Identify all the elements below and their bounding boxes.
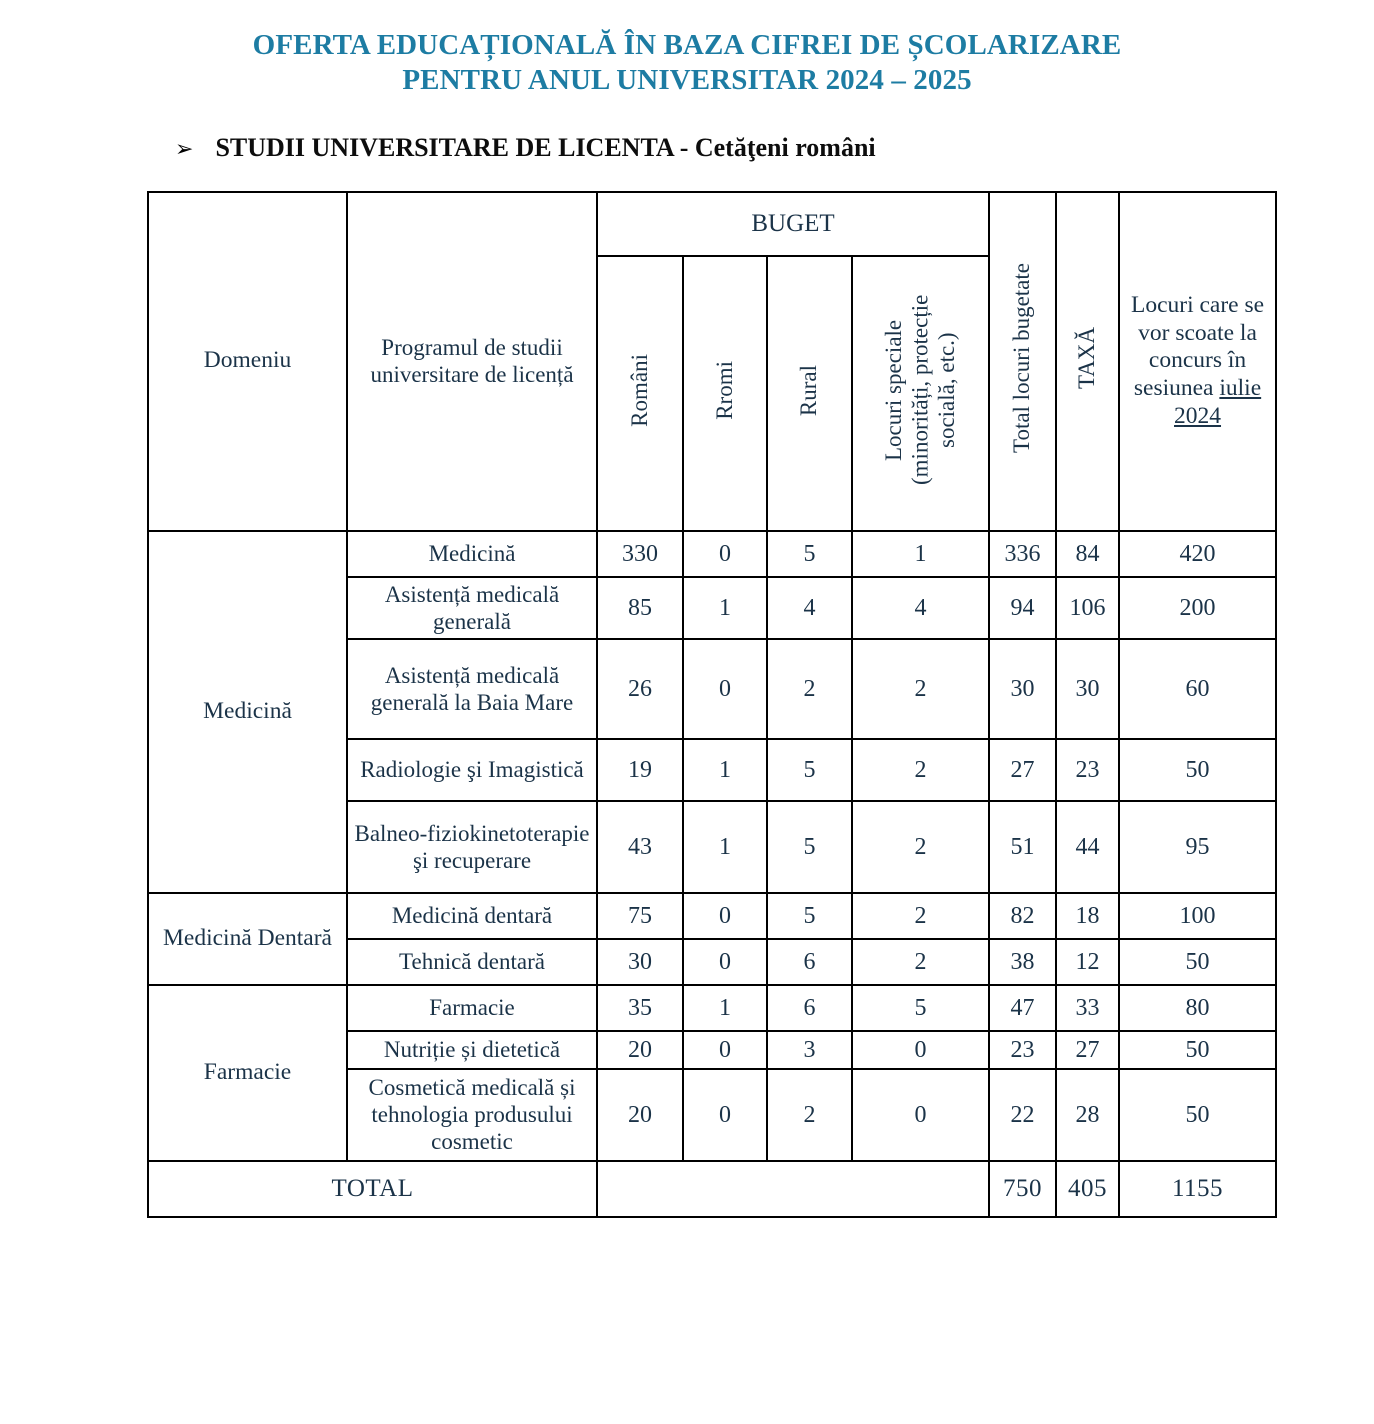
header-row-top	[148, 192, 1276, 256]
value-rural: 5	[767, 739, 852, 801]
value-speciale: 2	[852, 939, 989, 985]
value-rromi: 1	[683, 577, 767, 639]
value-rromi: 0	[683, 939, 767, 985]
group-domeniu-medicina-dentara: Medicină Dentară	[148, 893, 347, 985]
program-name: Balneo-fiziokinetoterapie şi recuperare	[347, 801, 597, 893]
value-romani: 20	[597, 1031, 683, 1069]
value-rromi: 1	[683, 985, 767, 1031]
value-speciale: 2	[852, 801, 989, 893]
value-rromi: 0	[683, 1069, 767, 1161]
value-rromi: 0	[683, 1031, 767, 1069]
value-romani: 20	[597, 1069, 683, 1161]
header-taxa	[1056, 192, 1119, 531]
value-total-bugetate: 30	[989, 639, 1056, 739]
table-row	[148, 985, 1276, 1031]
value-taxa: 30	[1056, 639, 1119, 739]
program-name: Radiologie şi Imagistică	[347, 739, 597, 801]
value-total-bugetate: 47	[989, 985, 1056, 1031]
total-concurs: 1155	[1119, 1161, 1276, 1217]
value-total-bugetate: 22	[989, 1069, 1056, 1161]
value-concurs: 420	[1119, 531, 1276, 577]
value-romani: 26	[597, 639, 683, 739]
value-concurs: 95	[1119, 801, 1276, 893]
header-romani	[597, 256, 683, 531]
program-name: Nutriție și dietetică	[347, 1031, 597, 1069]
header-taxa-label: TAXĂ	[1074, 327, 1100, 390]
value-total-bugetate: 336	[989, 531, 1056, 577]
value-total-bugetate: 27	[989, 739, 1056, 801]
value-concurs: 100	[1119, 893, 1276, 939]
header-program: Programul de studii universitare de licență	[347, 192, 597, 531]
value-speciale: 2	[852, 739, 989, 801]
header-locuri-speciale	[852, 256, 989, 531]
value-total-bugetate: 94	[989, 577, 1056, 639]
table-row	[148, 531, 1276, 577]
value-total-bugetate: 51	[989, 801, 1056, 893]
value-rural: 3	[767, 1031, 852, 1069]
program-name: Asistență medicală generală la Baia Mare	[347, 639, 597, 739]
offer-table-container	[147, 191, 1275, 1218]
header-rural-label: Rural	[796, 364, 822, 416]
value-rromi: 1	[683, 739, 767, 801]
value-taxa: 28	[1056, 1069, 1119, 1161]
value-rural: 5	[767, 801, 852, 893]
header-concurs	[1119, 192, 1276, 531]
value-rural: 6	[767, 939, 852, 985]
header-romani-label: Români	[626, 353, 652, 427]
header-concurs-prefix: Locuri care se vor scoate la concurs în sesiunea	[1130, 291, 1265, 402]
value-total-bugetate: 38	[989, 939, 1056, 985]
table-body	[148, 531, 1276, 1217]
value-speciale: 1	[852, 531, 989, 577]
value-rural: 2	[767, 1069, 852, 1161]
value-romani: 330	[597, 531, 683, 577]
value-taxa: 18	[1056, 893, 1119, 939]
value-rural: 4	[767, 577, 852, 639]
total-buget-blank	[597, 1161, 989, 1217]
value-taxa: 12	[1056, 939, 1119, 985]
program-name: Medicină	[347, 531, 597, 577]
value-concurs: 50	[1119, 1069, 1276, 1161]
value-romani: 35	[597, 985, 683, 1031]
title-line-2: PENTRU ANUL UNIVERSITAR 2024 – 2025	[402, 64, 972, 97]
header-speciale-line1: Locuri speciale	[880, 319, 906, 461]
value-rural: 6	[767, 985, 852, 1031]
section-heading	[175, 133, 1374, 163]
value-rromi: 0	[683, 893, 767, 939]
total-total-bugetate: 750	[989, 1161, 1056, 1217]
program-name: Asistență medicală generală	[347, 577, 597, 639]
value-taxa: 106	[1056, 577, 1119, 639]
header-domeniu: Domeniu	[148, 192, 347, 531]
offer-table	[147, 191, 1277, 1218]
total-taxa: 405	[1056, 1161, 1119, 1217]
value-romani: 85	[597, 577, 683, 639]
value-romani: 75	[597, 893, 683, 939]
value-taxa: 84	[1056, 531, 1119, 577]
header-speciale-line2: (minorități, protecție socială, etc.)	[907, 295, 959, 486]
total-label: TOTAL	[148, 1161, 597, 1217]
group-domeniu-medicina: Medicină	[148, 531, 347, 893]
value-taxa: 44	[1056, 801, 1119, 893]
value-concurs: 50	[1119, 1031, 1276, 1069]
document-title	[0, 0, 1374, 99]
program-name: Medicină dentară	[347, 893, 597, 939]
value-concurs: 50	[1119, 739, 1276, 801]
header-rromi-label: Rromi	[711, 360, 737, 420]
section-heading-label: STUDII UNIVERSITARE DE LICENTA - Cetăţeni români	[215, 132, 876, 162]
value-romani: 30	[597, 939, 683, 985]
value-concurs: 50	[1119, 939, 1276, 985]
header-rural	[767, 256, 852, 531]
value-total-bugetate: 23	[989, 1031, 1056, 1069]
value-concurs: 60	[1119, 639, 1276, 739]
program-name: Farmacie	[347, 985, 597, 1031]
value-taxa: 33	[1056, 985, 1119, 1031]
value-speciale: 4	[852, 577, 989, 639]
value-speciale: 2	[852, 639, 989, 739]
header-concurs-underlined: iulie 2024	[1174, 375, 1262, 429]
title-line-1: OFERTA EDUCAȚIONALĂ ÎN BAZA CIFREI DE ȘCOLARIZARE	[252, 29, 1122, 61]
header-rromi	[683, 256, 767, 531]
header-locuri-speciale-label	[881, 265, 960, 515]
program-name: Tehnică dentară	[347, 939, 597, 985]
group-domeniu-farmacie: Farmacie	[148, 985, 347, 1161]
value-concurs: 80	[1119, 985, 1276, 1031]
header-buget: BUGET	[597, 192, 989, 256]
value-rural: 2	[767, 639, 852, 739]
value-rromi: 1	[683, 801, 767, 893]
value-taxa: 27	[1056, 1031, 1119, 1069]
value-rromi: 0	[683, 639, 767, 739]
value-rural: 5	[767, 531, 852, 577]
header-total-bugetate-label: Total locuri bugetate	[1009, 263, 1035, 454]
value-speciale: 2	[852, 893, 989, 939]
table-header	[148, 192, 1276, 531]
header-total-bugetate	[989, 192, 1056, 531]
arrow-bullet-icon: ➢	[175, 136, 194, 162]
value-concurs: 200	[1119, 577, 1276, 639]
value-speciale: 5	[852, 985, 989, 1031]
value-total-bugetate: 82	[989, 893, 1056, 939]
value-taxa: 23	[1056, 739, 1119, 801]
value-speciale: 0	[852, 1031, 989, 1069]
value-speciale: 0	[852, 1069, 989, 1161]
program-name: Cosmetică medicală și tehnologia produsului cosmetic	[347, 1069, 597, 1161]
value-romani: 43	[597, 801, 683, 893]
table-total-row	[148, 1161, 1276, 1217]
table-row	[148, 893, 1276, 939]
value-romani: 19	[597, 739, 683, 801]
value-rural: 5	[767, 893, 852, 939]
value-rromi: 0	[683, 531, 767, 577]
